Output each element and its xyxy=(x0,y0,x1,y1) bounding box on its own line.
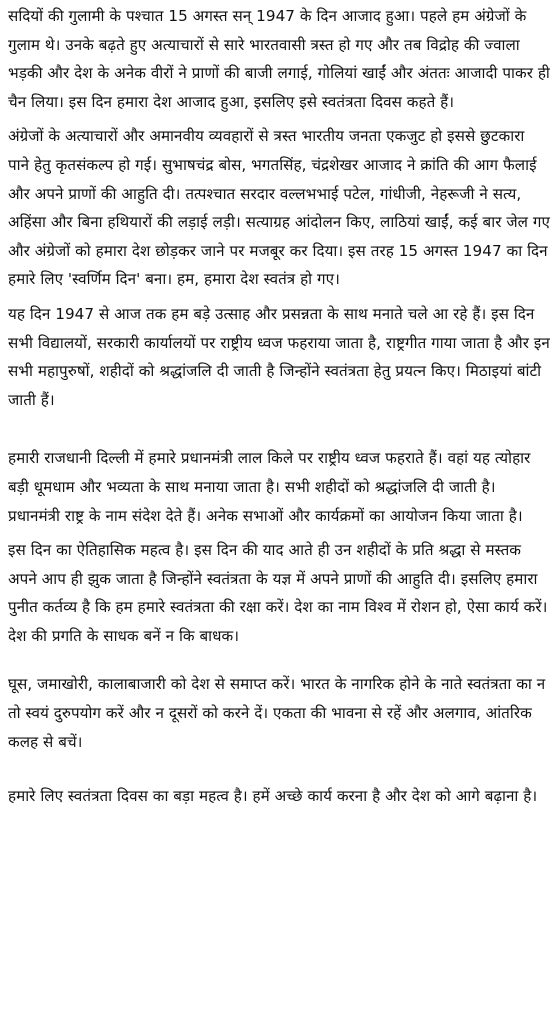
paragraph-celebration: यह दिन 1947 से आज तक हम बड़े उत्साह और प्रसन्नता के साथ मनाते चले आ रहे हैं। इस दिन सभी विद्यालयों, सरकारी कार्यालयों पर राष्ट्रीय ध्वज फहराया जाता है, राष्ट्रगीत गाया जाता है और इन सभी महापुरुषों, शहीदों को श्रद्धांजलि दी जाती है जिन्होंने स्वतंत्रता हेतु प्रयत्न किए। मिठाइयां बांटी जाती हैं। xyxy=(8,304,550,409)
paragraph-delhi-red-fort: हमारी राजधानी दिल्ली में हमारे प्रधानमंत्री लाल किले पर राष्ट्रीय ध्वज फहराते हैं। वहां यह त्योहार बड़ी धूमधाम और भव्यता के साथ मनाया जाता है। सभी शहीदों को श्रद्धांजलि दी जाती है। प्रधानमंत्री राष्ट्र के नाम संदेश देते हैं। अनेक सभाओं और कार्यक्रमों का आयोजन किया जाता है। xyxy=(8,449,531,525)
paragraph-freedom-struggle: अंग्रेजों के अत्याचारों और अमानवीय व्यवहारों से त्रस्त भारतीय जनता एकजुट हो इससे छुटकारा पाने हेतु कृतसंकल्प हो गई। सुभाषचंद्र बोस, भगतसिंह, चंद्रशेखर आजाद ने क्रांति की आग फैलाई और अपने प्राणों की आहुति दी। तत्पश्चात सरदार वल्लभभाई पटेल, गांधीजी, नेहरूजी ने सत्य, अहिंसा और बिना हथियारों की लड़ाई लड़ी। सत्याग्रह आंदोलन किए, लाठियां खाईं, कई बार जेल गए और अंग्रेजों को हमारा देश छोड़कर जाने पर मजबूर कर दिया। इस तरह 15 अगस्त 1947 का दिन हमारे लिए 'स्वर्णिम दिन' बना। हम, हमारा देश स्वतंत्र हो गए। xyxy=(8,127,550,289)
paragraph-historic-importance: इस दिन का ऐतिहासिक महत्व है। इस दिन की याद आते ही उन शहीदों के प्रति श्रद्धा से मस्तक अपने आप ही झुक जाता है जिन्होंने स्वतंत्रता के यज्ञ में अपने प्राणों की आहुति दी। इसलिए हमारा पुनीत कर्तव्य है कि हम हमारे स्वतंत्रता की रक्षा करें। देश का नाम विश्व में रोशन हो, ऐसा कार्य करें। देश की प्रगति के साधक बनें न कि बाधक। xyxy=(8,541,548,645)
paragraph-citizen-duty: घूस, जमाखोरी, कालाबाजारी को देश से समाप्त करें। भारत के नागरिक होने के नाते स्वतंत्रता का न तो स्वयं दुरुपयोग करें और न दूसरों को करने दें। एकता की भावना से रहें और अलगाव, आंतरिक कलह से बचें। xyxy=(8,675,546,751)
paragraph-conclusion: हमारे लिए स्वतंत्रता दिवस का बड़ा महत्व है। हमें अच्छे कार्य करना है और देश को आगे बढ़ाना है। xyxy=(8,787,538,806)
paragraph-independence-day-intro: सदियों की गुलामी के पश्चात 15 अगस्त सन् 1947 के दिन आजाद हुआ। पहले हम अंग्रेजों के गुलाम थे। उनके बढ़ते हुए अत्याचारों से सारे भारतवासी त्रस्त हो गए और तब विद्रोह की ज्वाला भड़की और देश के अनेक वीरों ने प्राणों की बाजी लगाई, गोलियां खाईं और अंततः आजादी पाकर ही चैन लिया। इस दिन हमारा देश आजाद हुआ, इसलिए इसे स्वतंत्रता दिवस कहते हैं। xyxy=(8,7,550,111)
